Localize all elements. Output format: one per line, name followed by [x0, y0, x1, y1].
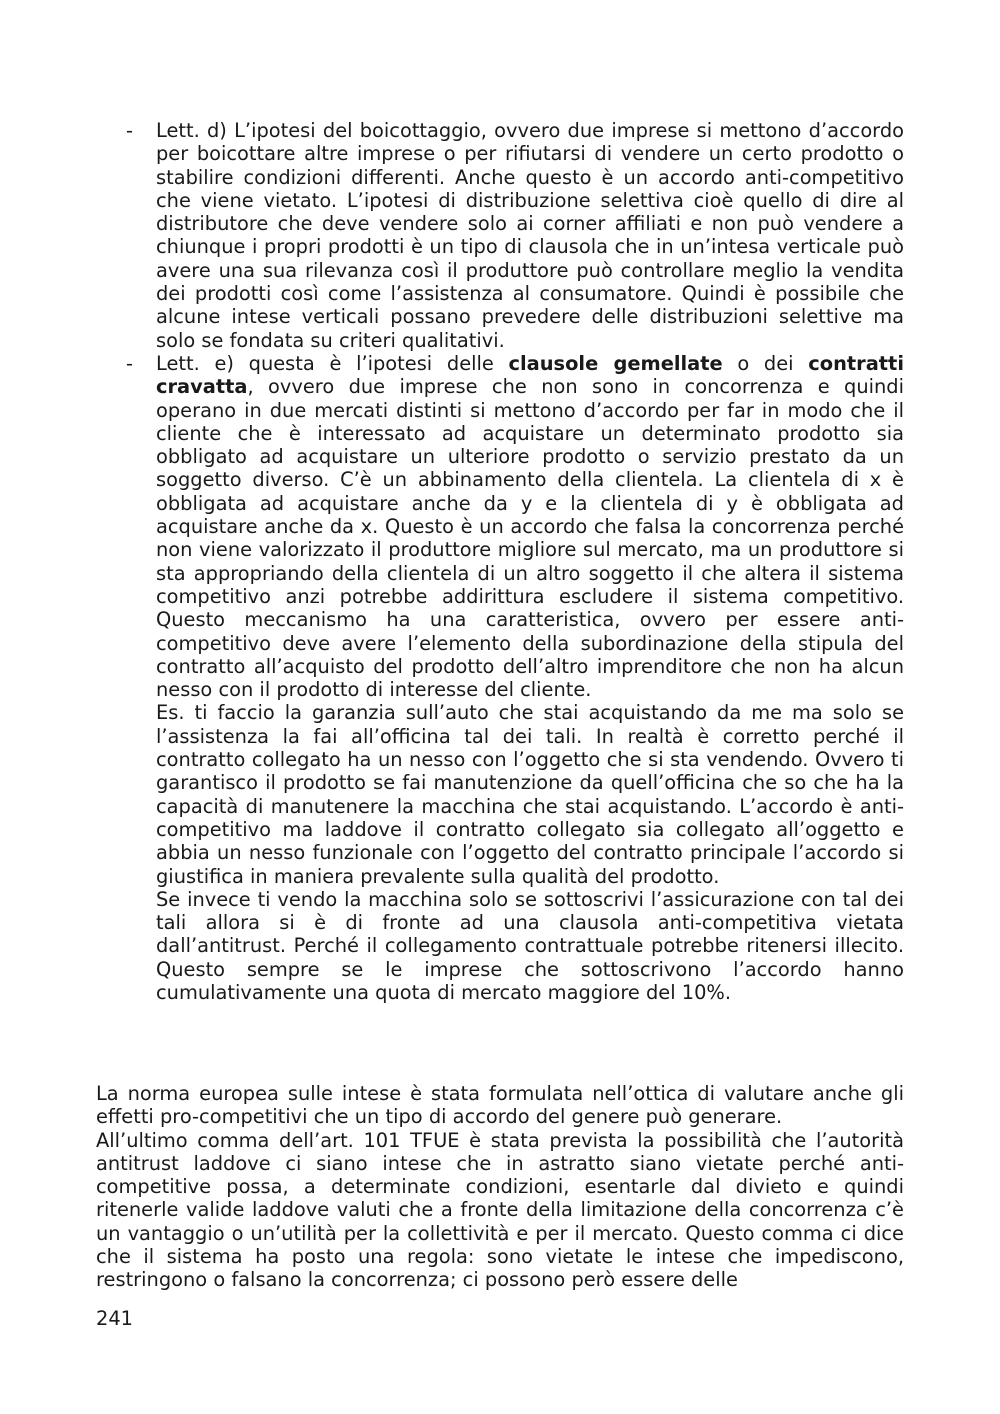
bold-term-contratti-cravatta: contratti cravatta: [156, 351, 904, 399]
text-segment: Se invece ti vendo la macchina solo se sottoscrivi l’assicurazione con tal dei tali allora si è di fronte ad una clausola anti-competitiva vietata dall’antitrust. Perché il collegamento contrattuale potrebbe ritenersi illecito. Questo sempre se le imprese che sottoscrivono l’accordo hanno cumulativamente una quota di mercato maggiore del 10%.: [156, 887, 904, 1004]
text-segment: o dei: [722, 351, 809, 375]
text-segment: Lett. d) L’ipotesi del boicottaggio, ovvero due imprese si mettono d’accordo per boicottare altre imprese o per rifiutarsi di vendere un certo prodotto o stabilire condizioni differenti. Anche questo è un accordo anti-competitivo che viene vietato. L’ipotesi di distribuzione selettiva cioè quello di dire al distributore che deve vendere solo ai corner affiliati e non può vendere a chiunque i propri prodotti è un tipo di clausola che in un’intesa verticale può avere una sua rilevanza così il produttore può controllare meglio la vendita dei prodotti così come l’assistenza al consumatore. Quindi è possibile che alcune intese verticali possano prevedere delle distribuzioni selettive ma solo se fondata su criteri qualitativi.: [156, 119, 904, 352]
dash-bullet: -: [126, 351, 133, 375]
bold-term-clausole-gemellate: clausole gemellate: [508, 351, 723, 375]
bullet-list: [96, 119, 904, 1004]
dash-bullet: -: [126, 119, 133, 142]
body-paragraph: All’ultimo comma dell’art. 101 TFUE è stata prevista la possibilità che l’autorità antitrust laddove ci siano intese che in astratto siano vietate perché anti-competitive possa, a determinate condizioni, esentarle dal divieto e quindi ritenerle valide laddove valuti che a fronte della limitazione della concorrenza c’è un vantaggio o un’utilità per la collettività e per il mercato. Questo comma ci dice che il sistema ha posto una regola: sono vietate le intese che impediscono, restringono o falsano la concorrenza; ci possono però essere delle: [96, 1128, 904, 1292]
text-segment: Es. ti faccio la garanzia sull’auto che stai acquistando da me ma solo se l’assistenza la fai all’officina tal dei tali. In realtà è corretto perché il contratto collegato ha un nesso con l’oggetto che si sta vendendo. Ovvero ti garantisco il prodotto se fai manutenzione da quell’officina che so che ha la capacità di manutenere la macchina che stai acquistando. L’accordo è anti-competitivo ma laddove il contratto collegato sia collegato all’oggetto e abbia un nesso funzionale con l’oggetto del contratto principale l’accordo si giustifica in maniera prevalente sulla qualità del prodotto.: [156, 701, 904, 888]
text-segment: Lett. e) questa è l’ipotesi delle: [156, 351, 509, 375]
list-item-paragraph: [156, 352, 904, 701]
body-paragraph: La norma europea sulle intese è stata formulata nell’ottica di valutare anche gli effetti pro-competitivi che un tipo di accordo del genere può generare.: [96, 1082, 904, 1129]
list-item-lett-e: [96, 352, 904, 1004]
list-item-paragraph: [156, 119, 904, 352]
body-text: [96, 1082, 904, 1292]
example-paragraph: [156, 701, 904, 887]
list-item-lett-d: [96, 119, 904, 352]
text-segment: , ovvero due imprese che non sono in concorrenza e quindi operano in due mercati distinti si mettono d’accordo per far in modo che il cliente che è interessato ad acquistare un determinato prodotto sia obbligato ad acquistare un ulteriore prodotto o servizio prestato da un soggetto diverso. C’è un abbinamento della clientela. La clientela di x è obbligata ad acquistare anche da y e la clientela di y è obbligata ad acquistare anche da x. Questo è un accordo che falsa la concorrenza perché non viene valorizzato il produttore migliore sul mercato, ma un produttore si sta appropriando della clientela di un altro soggetto il che altera il sistema competitivo anzi potrebbe addirittura escludere il sistema competitivo. Questo meccanismo ha una caratteristica, ovvero per essere anti-competitivo deve avere l’elemento della subordinazione della stipula del contratto all’acquisto del prodotto dell’altro imprenditore che non ha alcun nesso con il prodotto di interesse del cliente.: [156, 375, 904, 702]
contrast-paragraph: [156, 888, 904, 1004]
page-number: 241: [96, 1307, 134, 1330]
